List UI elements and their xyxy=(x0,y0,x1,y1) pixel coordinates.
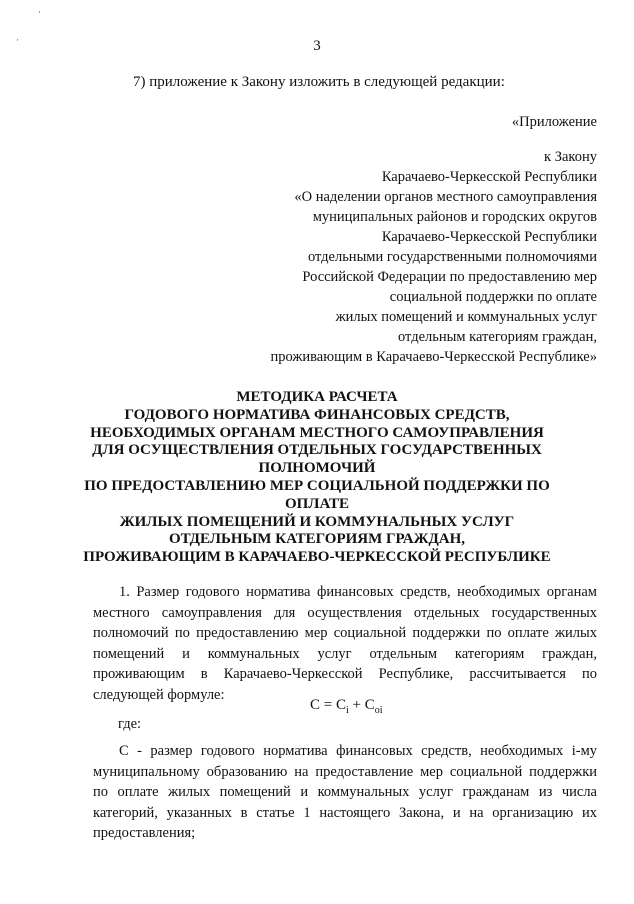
paragraph-line: проживающим в Карачаево-Черкесской Республике, рассчитывается по xyxy=(93,666,597,682)
method-title-line: ПО ПРЕДОСТАВЛЕНИЮ МЕР СОЦИАЛЬНОЙ ПОДДЕРЖКИ ПО xyxy=(84,477,550,494)
method-title xyxy=(0,389,634,567)
appendix-title: «Приложение xyxy=(511,114,597,130)
appendix-line: отдельным категориям граждан, xyxy=(398,329,597,345)
appendix-line: к Закону xyxy=(544,149,597,165)
paragraph-1 xyxy=(93,582,597,705)
appendix-line: Карачаево-Черкесской Республики xyxy=(381,229,597,245)
appendix-line: отдельными государственными полномочиями xyxy=(307,249,597,265)
appendix-line: муниципальных районов и городских округов xyxy=(312,209,597,225)
paragraph-line: 1. Размер годового норматива финансовых средств, необходимых органам xyxy=(119,584,597,600)
method-title-line: МЕТОДИКА РАСЧЕТА xyxy=(236,389,398,405)
formula-sub-oi: oi xyxy=(374,705,383,716)
method-title-line: ОПЛАТЕ xyxy=(284,495,350,512)
method-title-line: ПОЛНОМОЧИЙ xyxy=(258,460,376,477)
appendix-line: Карачаево-Черкесской Республики xyxy=(381,169,597,185)
scan-mark-top-left: · xyxy=(38,7,41,17)
page-number: 3 xyxy=(313,38,321,54)
formula xyxy=(310,697,383,716)
appendix-line: жилых помещений и коммунальных услуг xyxy=(335,309,597,325)
paragraph-line: местного самоуправления для осуществления отдельных государственных xyxy=(93,604,597,621)
paragraph-line: муниципальному образованию на предоставление мер социальной поддержки xyxy=(93,763,597,780)
appendix-line: «О наделении органов местного самоуправления xyxy=(294,189,597,205)
appendix-lines xyxy=(270,147,597,367)
amendment-line: 7) приложение к Закону изложить в следующей редакции: xyxy=(133,74,505,90)
appendix-line: социальной поддержки по оплате xyxy=(389,289,597,305)
appendix-line: проживающим в Карачаево-Черкесской Республике» xyxy=(270,349,597,365)
method-title-line: ГОДОВОГО НОРМАТИВА ФИНАНСОВЫХ СРЕДСТВ, xyxy=(124,406,510,423)
paragraph-line: категорий, указанных в статье 1 настоящего Закона, и на организацию их xyxy=(93,804,597,821)
paragraph-line: С - размер годового норматива финансовых средств, необходимых i-му xyxy=(119,743,597,759)
appendix-line: Российской Федерации по предоставлению мер xyxy=(302,269,597,285)
paragraph-line: помещений и коммунальных услуг отдельным категориям граждан, xyxy=(93,645,597,662)
paragraph-line: по оплате жилых помещений и коммунальных услуг гражданам из числа xyxy=(93,784,597,800)
where-label: где: xyxy=(118,716,142,732)
paragraph-line: предоставления; xyxy=(93,825,196,841)
method-title-line: ПРОЖИВАЮЩИМ В КАРАЧАЕВО-ЧЕРКЕССКОЙ РЕСПУБЛИКЕ xyxy=(83,549,551,566)
method-title-line: ЖИЛЫХ ПОМЕЩЕНИЙ И КОММУНАЛЬНЫХ УСЛУГ xyxy=(119,513,515,530)
paragraph-line: следующей формуле: xyxy=(93,686,225,703)
formula-lhs: С = С xyxy=(310,697,346,713)
paragraph-2 xyxy=(93,741,597,844)
method-title-line: ДЛЯ ОСУЩЕСТВЛЕНИЯ ОТДЕЛЬНЫХ ГОСУДАРСТВЕННЫХ xyxy=(92,442,542,459)
paragraph-line: полномочий по предоставлению мер социальной поддержки по оплате жилых xyxy=(93,625,597,641)
formula-plus: + С xyxy=(348,697,375,713)
method-title-line: ОТДЕЛЬНЫМ КАТЕГОРИЯМ ГРАЖДАН, xyxy=(168,531,466,548)
formula-sub-i: i xyxy=(345,705,349,716)
method-title-line: НЕОБХОДИМЫХ ОРГАНАМ МЕСТНОГО САМОУПРАВЛЕНИЯ xyxy=(90,424,544,441)
scan-mark-left: · xyxy=(16,35,19,45)
